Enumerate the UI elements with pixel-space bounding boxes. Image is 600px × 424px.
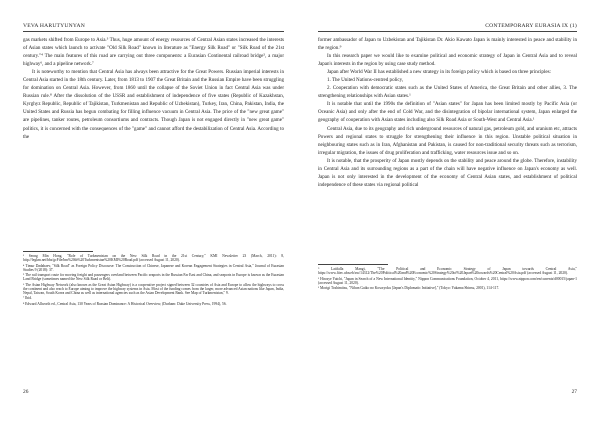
footnote: ⁹ Latifalla Mangi, "The Political and Economic Strategy of Japan towards Central Asia," https://www.fiiec.ubn.eb/aw/14312/The%20Political%20and%20Economic%20Strategy%20of%20Japan%20towards%20Central%20Asia.pdf (accessed August 11, 2020). [318,267,577,276]
running-header-left: VEVA HARUTYUNYAN [23,23,85,29]
footnotes-left [23,254,284,307]
paragraph: gas markets shifted from Europe to Asia.³ Thus, huge amount of energy resources of Central Asian states increased the interests of Asian states which launch to activate "Old Silk Road" known in literature as "Energy Silk Road" or "Silk Road of the 21st century."⁴ The main features of this road are carrying out three components: a Eurasian Continental railroad bridge⁵, a major highway⁶, and a pipeline network.⁷ [23,37,284,68]
footnote-rule-right [318,264,388,265]
footnote: ⁸ Edward Allworth ed., Central Asia, 130 Years of Russian Dominance: A Historical Overview, (Durham: Duke University Press, 1994), 56. [23,301,227,306]
right-page [300,0,600,424]
paragraph: Central Asia, due to its geography and rich underground resources of natural gas, petroleum gold, and uranium etc, attracts Powers and regional states to struggle for strengthening their influence in this region. Unstable political situation in neighbouring states such as in Iran, Afghanistan and Pakistan, is caused for non-traditional security threats such as terrorism, irregular migration, the issues of drug proliferation and trafficking, water resources issue and so on. [318,125,577,156]
header-rule-right [318,31,577,32]
footnote: ³ Seong Min Hong, "Role of Turkmenistan on the New Silk Road in the 21st Century," KMI Newsletter 23 (March, 2011): 8, http://legkm.net/bbs/gcFile/hm%20tb%20Turkmenistan%20KMI%20Road.pdf (accessed August 11, 2020). [23,254,284,263]
page-number-right: 27 [571,389,577,395]
body-text-left [23,36,284,141]
paragraph: Japan after World War II has established a new strategy in its foreign policy which is based on three principles: [327,69,551,76]
paragraph: 1. The United Nations-centred policy, [327,77,404,84]
paragraph: 2. Cooperation with democratic states such as the United States of America, the Great Britain and other allies, 3. The strengthening relationships with Asian states.¹ [318,85,577,100]
paragraph: It is noteworthy to mention that Central Asia has always been attractive for the Great Powers. Russian imperial interests in Central Asia started in the 18th century. Later, from 1813 to 1907 the Great Britain and the Russian Empire have been struggling for domination on Central Asia. However, from 1860 until the collapse of the Soviet Union in fact Central Asia was under Russian rule.⁸ After the dissolution of the USSR and establishment of independence of five states (Republic of Kazakhstan, Kyrghyz Republic, Republic of Tajikistan, Turkmenistan and Republic of Uzbekistan), Turkey, Iran, China, Pakistan, India, the United States and Russia has begun combating for filling influence vacuum in Central Asia. The price of the "new great game" are pipelines, tanker routes, petroleum consortiums and contracts. Though Japan is not engaged directly in "new great game" politics, it is concerned with the consequences of the "game" and cannot afford the destabilization of Central Asia. According to the [23,69,284,140]
footnote-rule-left [23,251,93,252]
footnote: ⁵ The rail transport route for moving freight and passengers overland between Pacific seaports in the Russian Far East and China, and seaports in Europe is known as the Eurasian Land Bridge (sometimes named the New Silk Road or Belt). [23,273,284,282]
running-header-right: CONTEMPORARY EURASIA IX (1) [485,23,577,29]
paragraph: former ambassador of Japan to Uzbekistan and Tajikistan Dr. Akio Kawato Japan is mainly interested in peace and stability in the region.⁹ [318,37,577,52]
page-number-left: 26 [23,389,29,395]
footnote: ⁶ The Asian Highway Network (also known as the Great Asian Highway) is a cooperative project signed between 32 countries of Asia and Europe to allow the highways to cross the continent and also reach to Europe aiming to improve the highway systems in Asia. Most of the funding comes from the larger, more advanced Asian nations like Japan, India, Nepal, Taiwan, South Korea and China as well as international agencies such as the Asian Development Bank. See Map of Turkmenistan," 9. [23,282,284,296]
paragraph: It is notable that until the 1990s the definition of "Asian states" for Japan has been limited mostly by Pacific Asia (or Oceanic Asia) and only after the end of Cold War, and the disintegration of bipolar international system, Japan enlarged the geography of cooperation with Asian states including also Silk Road Asia or South-West and Central Asia.¹ [318,101,577,124]
footnote: ⁷ Ibid. [23,296,32,301]
footnotes-right [318,267,577,291]
body-text-right [318,36,577,189]
header-rule-left [23,31,284,32]
footnote: ⁴ Timur Dadabaev, "Silk Road" as Foreign Policy Discourse: The Construction of Chinese, Japanese and Korean Engagement Strategies in Central Asia," Journal of Eurasian Studies 9 (2018): 37. [23,263,284,272]
footnote: ¹ Morigi Toshimitsu, "Nihon Gaiko no Kosoryoku [Japan's Diplomatic Initiative]," (Tokyo: Yukama Shinsu, 2001), 114-117. [318,286,500,290]
paragraph: It is notable, that the prosperity of Japan mostly depends on the stability and peace around the globe. Therefore, instability in Central Asia and its surrounding regions as a part of the chain will have negative influence on Japan's economy as well. Japan is not only interested in the development of the economy of Central Asian states, and establishment of political independence of these states via regional political [318,157,577,188]
paragraph: In this research paper we would like to examine political and economic strategy of Japan in Central Asia and to reveal Japan's interests in the region by using case study method. [318,53,577,68]
footnote: ¹ Hirosye Yuichi, "Japan in Search of a New International Identity," Nippon Communications Foundation, October 4, 2011, https://www.nippon.com/en/currents/d00015/japan-1 (accessed August 11, 2020). [318,276,577,285]
